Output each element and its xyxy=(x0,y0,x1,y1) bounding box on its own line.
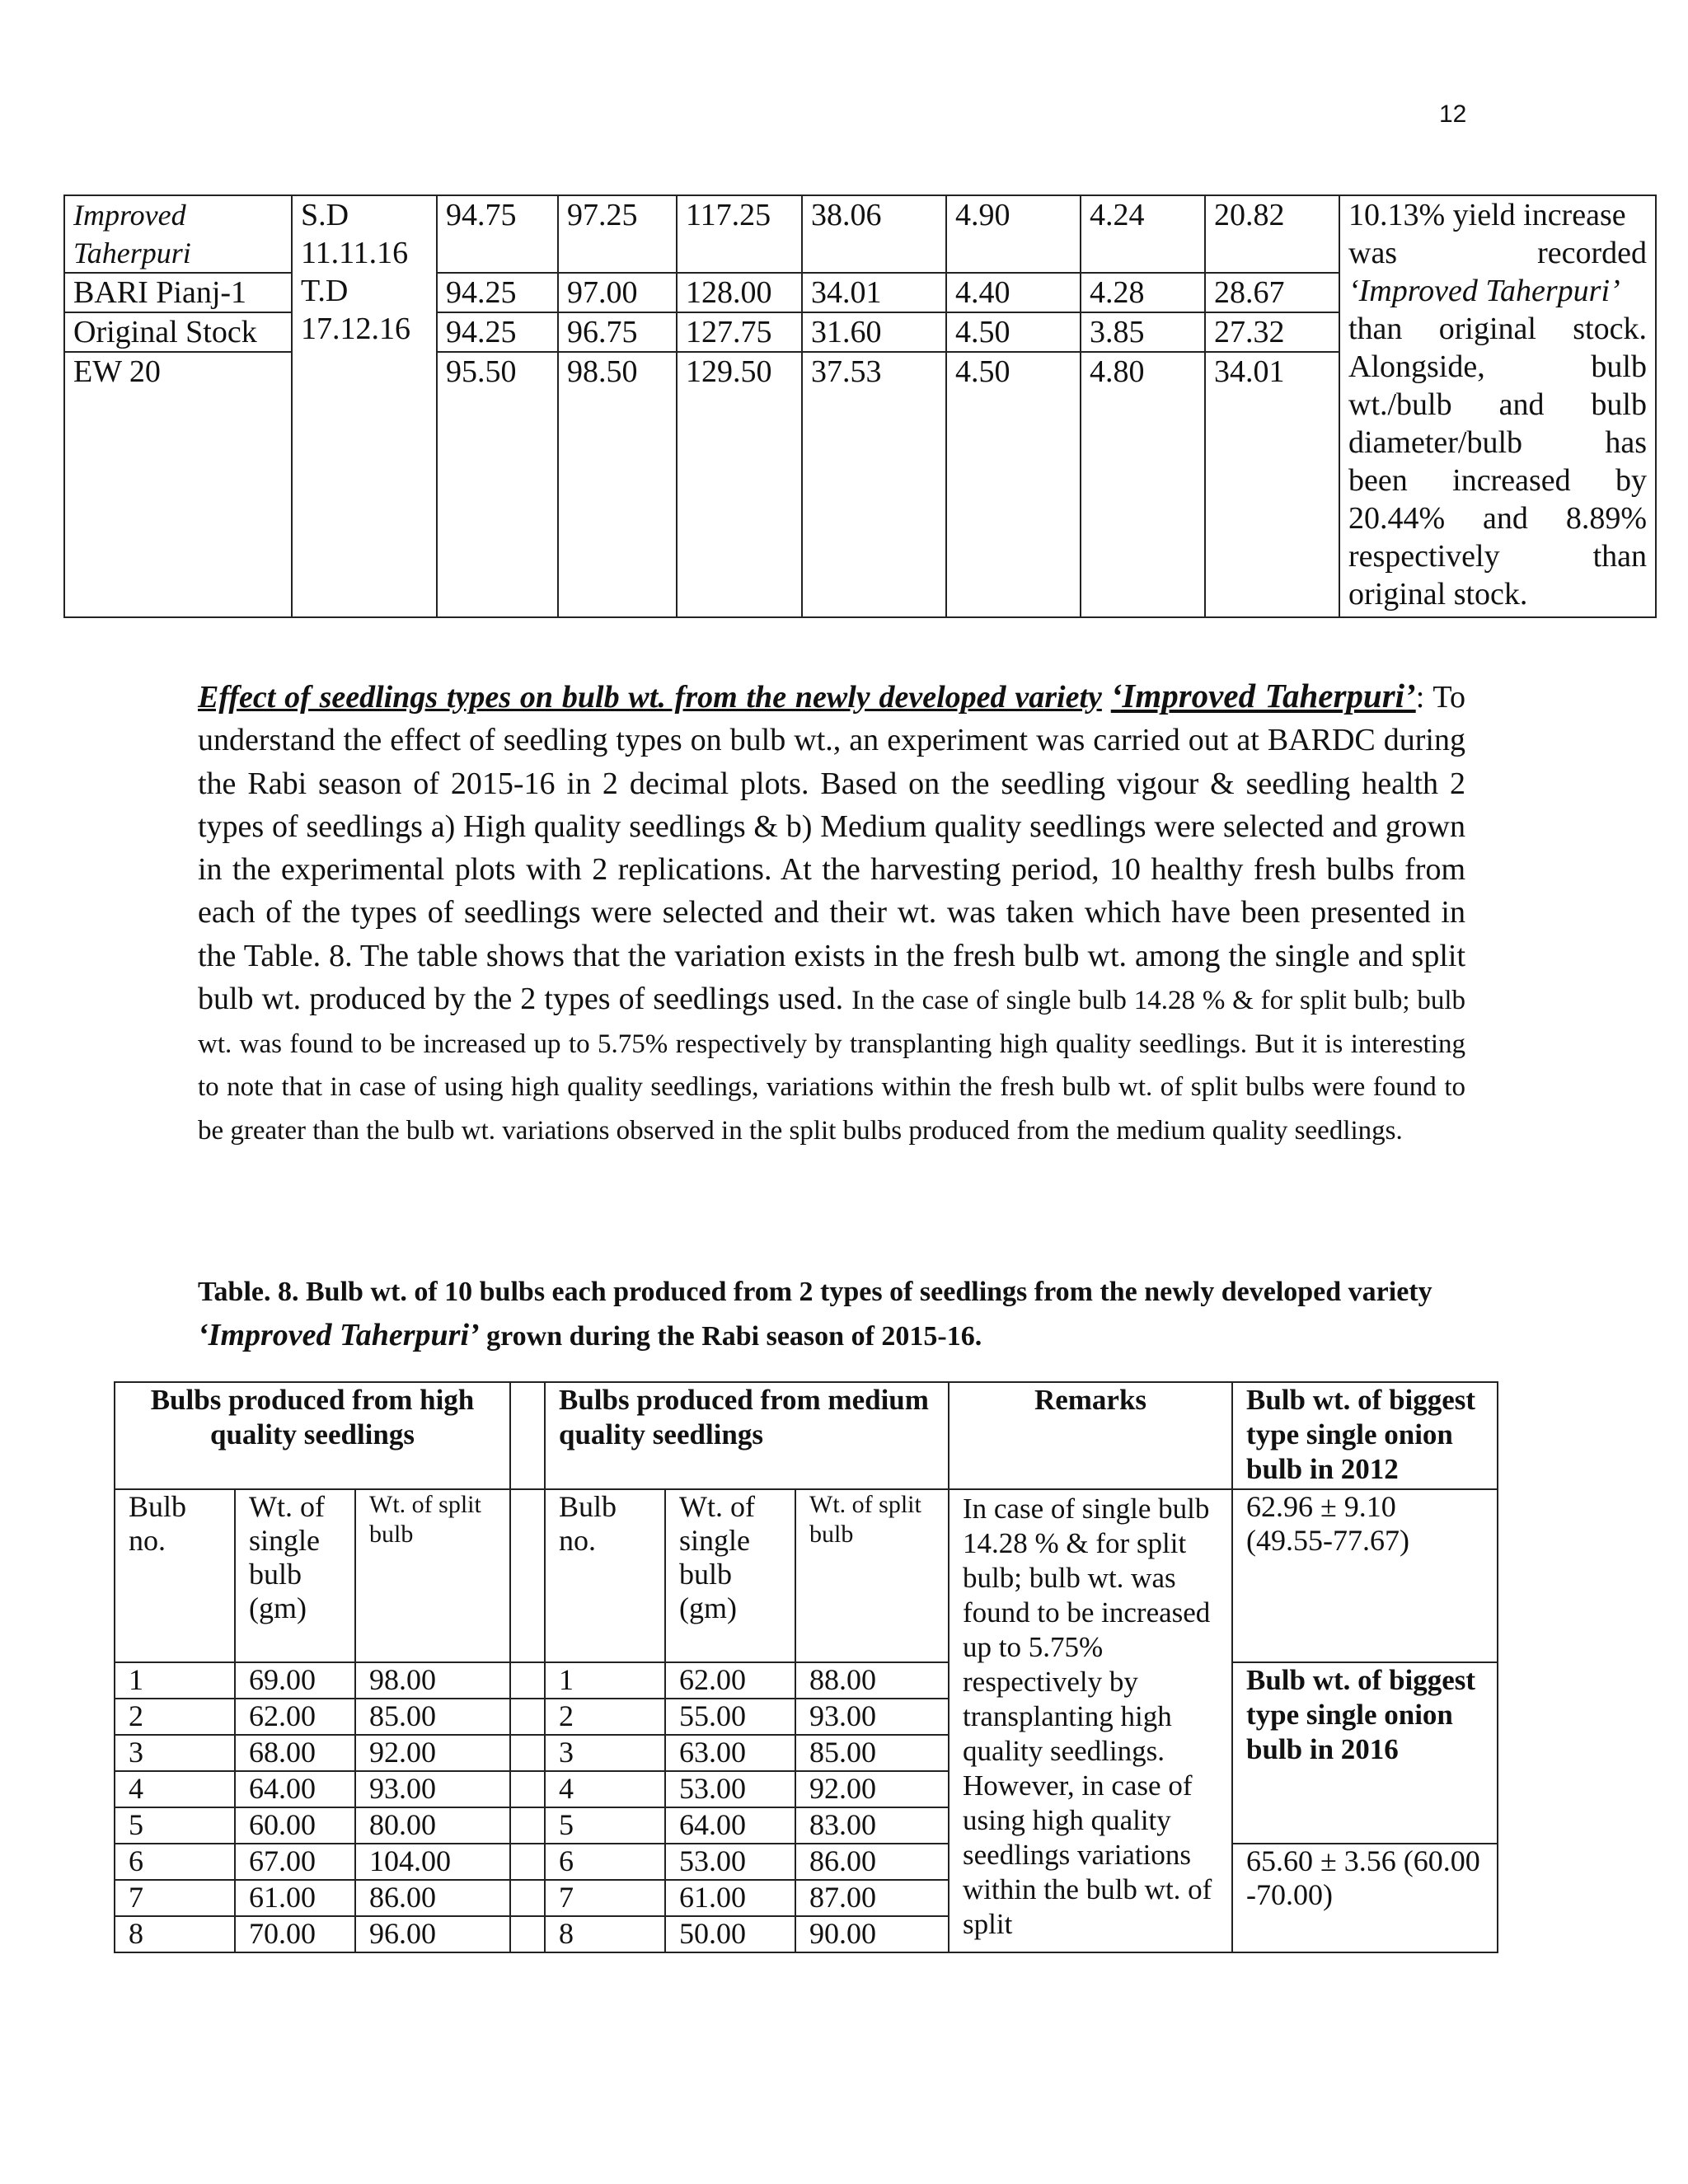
cell: 98.00 xyxy=(355,1662,510,1699)
spacer-cell xyxy=(510,1489,545,1662)
spacer-cell xyxy=(510,1662,545,1699)
cell: 60.00 xyxy=(235,1807,355,1844)
group-high-header: Bulbs produced from high quality seedlings xyxy=(115,1382,510,1489)
spacer-cell xyxy=(510,1771,545,1807)
cell: 8 xyxy=(545,1916,665,1952)
cell: 6 xyxy=(545,1844,665,1880)
cell: 1 xyxy=(115,1662,235,1699)
cell: 2 xyxy=(545,1699,665,1735)
cell: 6 xyxy=(115,1844,235,1880)
cell: 85.00 xyxy=(355,1699,510,1735)
cell: 96.00 xyxy=(355,1916,510,1952)
heading-colon: : xyxy=(1415,680,1425,715)
cell: 1 xyxy=(545,1662,665,1699)
cell: 87.00 xyxy=(795,1880,949,1916)
value-cell: 117.25 xyxy=(677,195,802,273)
variety-cell: BARI Pianj-1 xyxy=(64,273,292,312)
cell: 68.00 xyxy=(235,1735,355,1771)
cell: 61.00 xyxy=(235,1880,355,1916)
cell: 92.00 xyxy=(795,1771,949,1807)
value-cell: 3.85 xyxy=(1081,312,1205,352)
col-single: Wt. of single bulb (gm) xyxy=(665,1489,795,1662)
cell: 93.00 xyxy=(795,1699,949,1735)
remarks-cell: 10.13% yield increase was recorded ‘Improved Taherpuri’ than original stock. Alongside, bulb wt./bulb and bulb diameter/bulb has been increased by 20.44% and 8.89% respectively than original stock. xyxy=(1339,195,1656,617)
spacer-cell xyxy=(510,1880,545,1916)
section-heading: Effect of seedlings types on bulb wt. from the newly developed variety xyxy=(198,680,1102,715)
cell: 53.00 xyxy=(665,1844,795,1880)
cell: 50.00 xyxy=(665,1916,795,1952)
spacer-cell xyxy=(510,1844,545,1880)
value-cell: 4.50 xyxy=(946,352,1081,617)
body-text-large: To understand the effect of seedling types on bulb wt., an experiment was carried out at BARDC during the Rabi season of 2015-16 in 2 decimal plots. Based on the seedling vigour & seedling health 2 types of seedlings a) High quality seedlings & b) Medium quality seedlings were selected and grown in the experimental plots with 2 replications. At the harvesting period, 10 healthy fresh bulbs from each of the types of seedlings were selected and their wt. was taken which have been presented in the Table. 8. The table shows that the variation exists in the fresh bulb wt. among the single and split bulb wt. produced by the 2 types of seedlings used. xyxy=(198,680,1465,1017)
cell: 69.00 xyxy=(235,1662,355,1699)
value-cell: 95.50 xyxy=(437,352,558,617)
cell: 93.00 xyxy=(355,1771,510,1807)
remarks-header: Remarks xyxy=(949,1382,1232,1489)
cell: 83.00 xyxy=(795,1807,949,1844)
col-single: Wt. of single bulb (gm) xyxy=(235,1489,355,1662)
col-bulb-no: Bulb no. xyxy=(545,1489,665,1662)
value-cell: 34.01 xyxy=(802,273,946,312)
cell: 4 xyxy=(545,1771,665,1807)
caption-variety: ‘Improved Taherpuri’ xyxy=(198,1318,480,1352)
cell: 55.00 xyxy=(665,1699,795,1735)
cell: 5 xyxy=(545,1807,665,1844)
value-cell: 38.06 xyxy=(802,195,946,273)
value-cell: 128.00 xyxy=(677,273,802,312)
cell: 53.00 xyxy=(665,1771,795,1807)
col-split: Wt. of split bulb xyxy=(355,1489,510,1662)
value-cell: 34.01 xyxy=(1205,352,1339,617)
value-cell: 4.50 xyxy=(946,312,1081,352)
biggest-2012-value: 62.96 ± 9.10 (49.55-77.67) xyxy=(1232,1489,1498,1662)
col-bulb-no: Bulb no. xyxy=(115,1489,235,1662)
value-cell: 27.32 xyxy=(1205,312,1339,352)
value-cell: 94.25 xyxy=(437,273,558,312)
yield-comparison-table xyxy=(63,194,1657,618)
cell: 2 xyxy=(115,1699,235,1735)
caption-suffix: grown during the Rabi season of 2015-16. xyxy=(479,1321,982,1352)
value-cell: 98.50 xyxy=(558,352,677,617)
value-cell: 97.25 xyxy=(558,195,677,273)
variety-cell: Original Stock xyxy=(64,312,292,352)
group-medium-header: Bulbs produced from medium quality seedlings xyxy=(545,1382,949,1489)
cell: 64.00 xyxy=(235,1771,355,1807)
cell: 80.00 xyxy=(355,1807,510,1844)
value-cell: 4.24 xyxy=(1081,195,1205,273)
cell: 92.00 xyxy=(355,1735,510,1771)
section-heading-variety: ‘Improved Taherpuri’ xyxy=(1110,677,1416,715)
value-cell: 28.67 xyxy=(1205,273,1339,312)
table-8 xyxy=(114,1381,1498,1953)
cell: 63.00 xyxy=(665,1735,795,1771)
value-cell: 37.53 xyxy=(802,352,946,617)
cell: 61.00 xyxy=(665,1880,795,1916)
cell: 86.00 xyxy=(355,1880,510,1916)
body-text-small: In the case of single bulb 14.28 % & for split bulb; bulb wt. was found to be increased up to 5.75% respectively by transplanting high quality seedlings. But it is interesting to note that in case of using high quality seedlings, variations within the fresh bulb wt. of split bulbs were found to be greater than the bulb wt. variations observed in the split bulbs produced from the medium quality seedlings. xyxy=(198,986,1466,1146)
dates-cell: S.D 11.11.16 T.D 17.12.16 xyxy=(292,195,437,617)
value-cell: 4.28 xyxy=(1081,273,1205,312)
cell: 3 xyxy=(115,1735,235,1771)
biggest-2012-header: Bulb wt. of biggest type single onion bulb in 2012 xyxy=(1232,1382,1498,1489)
value-cell: 31.60 xyxy=(802,312,946,352)
table-subheader-row xyxy=(115,1489,1498,1662)
spacer-cell xyxy=(510,1699,545,1735)
cell: 7 xyxy=(545,1880,665,1916)
value-cell: 4.80 xyxy=(1081,352,1205,617)
cell: 67.00 xyxy=(235,1844,355,1880)
cell: 90.00 xyxy=(795,1916,949,1952)
value-cell: 4.90 xyxy=(946,195,1081,273)
cell: 64.00 xyxy=(665,1807,795,1844)
biggest-2016-header: Bulb wt. of biggest type single onion bulb in 2016 xyxy=(1232,1662,1498,1844)
table-row xyxy=(115,1662,1498,1699)
spacer-cell xyxy=(510,1735,545,1771)
cell: 86.00 xyxy=(795,1844,949,1880)
variety-cell: EW 20 xyxy=(64,352,292,617)
cell: 85.00 xyxy=(795,1735,949,1771)
value-cell: 129.50 xyxy=(677,352,802,617)
cell: 62.00 xyxy=(235,1699,355,1735)
page-number: 12 xyxy=(1439,101,1467,128)
table-row xyxy=(64,195,1656,273)
value-cell: 97.00 xyxy=(558,273,677,312)
cell: 62.00 xyxy=(665,1662,795,1699)
col-split: Wt. of split bulb xyxy=(795,1489,949,1662)
value-cell: 20.82 xyxy=(1205,195,1339,273)
remarks-text: In case of single bulb 14.28 % & for split bulb; bulb wt. was found to be increased up to 5.75% respectively by transplanting high quality seedlings. However, in case of using high quality seedlings variations within the bulb wt. of split xyxy=(949,1489,1232,1952)
cell: 3 xyxy=(545,1735,665,1771)
cell: 5 xyxy=(115,1807,235,1844)
caption-prefix: Table. 8. Bulb wt. of 10 bulbs each produced from 2 types of seedlings from the newly developed variety xyxy=(198,1277,1432,1307)
table-row xyxy=(115,1844,1498,1880)
cell: 88.00 xyxy=(795,1662,949,1699)
table-caption xyxy=(198,1271,1484,1358)
biggest-2016-value: 65.60 ± 3.56 (60.00 -70.00) xyxy=(1232,1844,1498,1952)
cell: 8 xyxy=(115,1916,235,1952)
value-cell: 94.75 xyxy=(437,195,558,273)
spacer-cell xyxy=(510,1807,545,1844)
cell: 104.00 xyxy=(355,1844,510,1880)
table-header-row xyxy=(115,1382,1498,1489)
body-paragraph xyxy=(198,674,1465,1151)
cell: 70.00 xyxy=(235,1916,355,1952)
value-cell: 94.25 xyxy=(437,312,558,352)
spacer-cell xyxy=(510,1382,545,1489)
variety-cell: Improved Taherpuri xyxy=(64,195,292,273)
value-cell: 127.75 xyxy=(677,312,802,352)
value-cell: 96.75 xyxy=(558,312,677,352)
cell: 7 xyxy=(115,1880,235,1916)
spacer-cell xyxy=(510,1916,545,1952)
value-cell: 4.40 xyxy=(946,273,1081,312)
cell: 4 xyxy=(115,1771,235,1807)
